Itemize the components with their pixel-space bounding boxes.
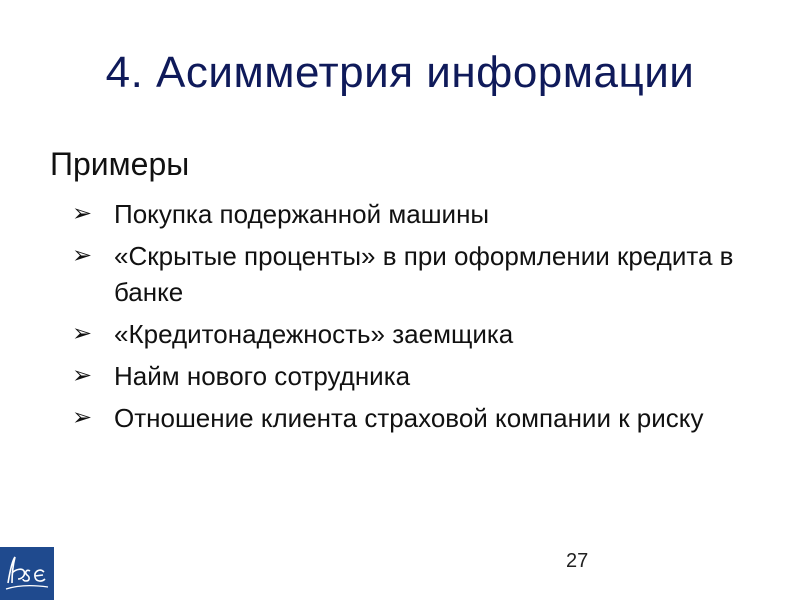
arrow-bullet-icon: ➢ xyxy=(72,320,93,347)
list-item-text: Покупка подержанной машины xyxy=(114,199,490,229)
list-item xyxy=(72,316,752,352)
bullet-list xyxy=(72,196,752,442)
list-item xyxy=(72,358,752,394)
page-number: 27 xyxy=(566,550,589,572)
hse-logo-icon xyxy=(0,547,54,600)
list-item xyxy=(72,196,752,232)
arrow-bullet-icon: ➢ xyxy=(72,404,93,431)
list-item xyxy=(72,238,752,310)
list-item xyxy=(72,400,752,436)
slide-title: 4. Асимметрия информации xyxy=(105,48,695,97)
list-item-text: Отношение клиента страховой компании к риску xyxy=(114,403,704,433)
list-item-text: «Кредитонадежность» заемщика xyxy=(114,319,514,349)
arrow-bullet-icon: ➢ xyxy=(72,362,93,389)
arrow-bullet-icon: ➢ xyxy=(72,200,93,227)
section-heading: Примеры xyxy=(50,146,190,182)
list-item-text: Найм нового сотрудника xyxy=(114,361,411,391)
list-item-text: «Скрытые проценты» в при оформлении кредита в банке xyxy=(114,241,734,307)
arrow-bullet-icon: ➢ xyxy=(72,242,93,269)
